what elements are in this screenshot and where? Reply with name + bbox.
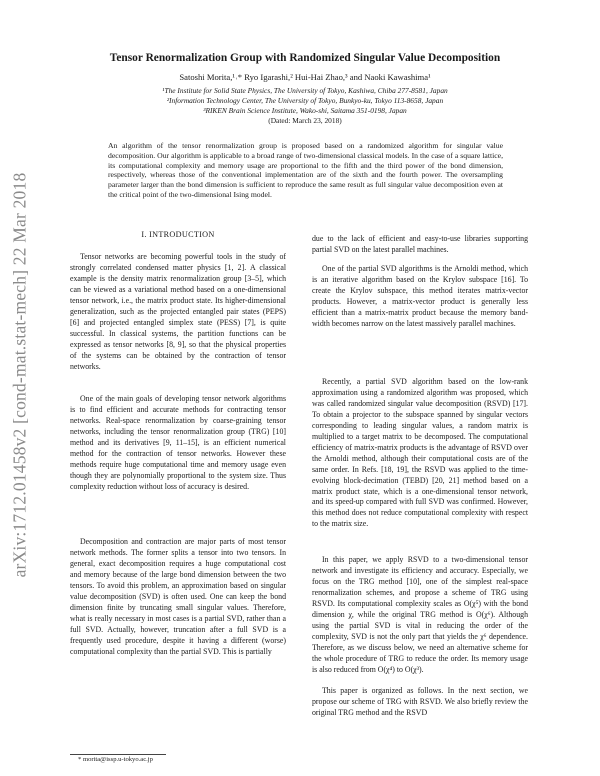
affiliations [70,86,540,126]
affiliation-3: ³RIKEN Brain Science Institute, Wako-shi, Saitama 351-0198, Japan [203,106,407,116]
paragraph: In this paper, we apply RSVD to a two-dimensional tensor network and investigate its efficiency and accuracy. Especially, we focus on the TRG method [10], one of the simplest real-space renormalization schemes, and propose a scheme of TRG using RSVD. Its computational complexity scales as O(χ⁵) with the bond dimension χ, while the original TRG method is O(χ⁶). Although using the partial SVD is vital in reducing the order of the complexity, SVD is not the only part that yields the χ⁶ dependence. Therefore, as we discuss below, we need an alternative scheme for the whole procedure of TRG to reduce the order. Its memory usage is also reduced from O(χ⁴) to O(χ³). [312,555,528,674]
paragraph: One of the main goals of developing tensor network algorithms is to find efficient and accurate methods for contracting tensor networks. Real-space renormalization by coarse-graining tensor networks, including the tensor renormalization group (TRG) [10] method and its derivatives [9, 11–15], is an efficient numerical method for the contraction of tensor networks. However these methods require huge computational time and memory usage even though they are polynomially proportional to the system size. Thus complexity reduction without loss of accuracy is desired. [70,394,286,491]
footnote-divider [70,754,166,755]
paragraph: Decomposition and contraction are major parts of most tensor network methods. The former splits a tensor into two tensors. In general, exact decomposition requires a huge computational cost and memory because of the large bond dimension between the two tensors. To avoid this problem, an approximation based on singular value decomposition (SVD) is often used. One can keep the bond dimension finite by truncating small singular values. Therefore, what is really necessary in most cases is a partial SVD, rather than a full SVD. Actually, however, truncation after a full SVD is a frequently used procedure, despite it having a different (worse) computational complexity than the partial SVD. This is partially [70,537,286,656]
paragraph: Tensor networks are becoming powerful tools in the study of strongly correlated condensed matter physics [1, 2]. A classical example is the density matrix renormalization group [3–5], which can be viewed as a variational method based on a one-dimensional tensor network, i.e., the matrix product state. Its higher-dimensional generalization, such as the projected entangled pair states (PEPS) [6] and projected entangled simplex state (PESS) [7], is quite successful. In classical systems, the partition functions can be expressed as tensor networks [8, 9], so that the physical properties of the systems can be obtained by the contraction of tensor networks. [70,252,286,371]
abstract: An algorithm of the tensor renormalization group is proposed based on a randomized algorithm for singular value decomposition. Our algorithm is applicable to a broad range of two-dimensional classical models. In the case of a square lattice, its computational complexity and memory usage are proportional to the fifth and the third power of the bond dimension, respectively, whereas those of the conventional implementation are of the sixth and the fourth power. The oversampling parameter larger than the bond dimension is sufficient to reproduce the same result as full singular value decomposition even at the critical point of the two-dimensional Ising model. [108,141,503,199]
dated-line: (Dated: March 23, 2018) [268,116,342,126]
paragraph: One of the partial SVD algorithms is the Arnoldi method, which is an iterative algorithm based on the Krylov subspace [16]. To create the Krylov subspace, this method iterates matrix-vector products. However, a matrix-vector product is generally less efficient than a matrix-matrix product because the memory band-width becomes narrow on the latest massively parallel machines. [312,264,528,328]
arxiv-stamp-text: arXiv:1712.01458v2 [cond-mat.stat-mech] 22 Mar 2018 [9,172,30,578]
paragraph-continued: due to the lack of efficient and easy-to-use libraries supporting partial SVD on the latest parallel machines. [312,234,528,254]
affiliation-2: ²Information Technology Center, The University of Tokyo, Bunkyo-ku, Tokyo 113-8658, Japan [166,96,444,106]
section-heading-introduction: I. INTRODUCTION [141,230,215,239]
author-list: Satoshi Morita,¹˒* Ryo Igarashi,² Hui-Hai Zhao,³ and Naoki Kawashima¹ [179,72,431,82]
paragraph: This paper is organized as follows. In the next section, we propose our scheme of TRG with RSVD. We also briefly review the original TRG method and the RSVD [312,686,528,717]
affiliation-1: ¹The Institute for Solid State Physics, The University of Tokyo, Kashiwa, Chiba 277-8581, Japan [162,86,448,95]
arxiv-identifier-stamp [2,150,38,600]
paper-title: Tensor Renormalization Group with Randomized Singular Value Decomposition [109,52,501,64]
footnote-email: * morita@issp.u-tokyo.ac.jp [78,756,153,763]
paragraph: Recently, a partial SVD algorithm based on the low-rank approximation using a randomized algorithm was proposed, which was called randomized singular value decomposition (RSVD) [17]. To obtain a projector to the subspace spanned by singular vectors corresponding to leading singular values, a random matrix is multiplied to a target matrix to be decomposed. The computational efficiency of matrix-matrix products is the advantage of RSVD over the Arnoldi method, although their computational costs are of the same order. In Refs. [18, 19], the RSVD was applied to the time-evolving block-decimation (TEBD) [20, 21] method based on a matrix product state, which is a one-dimensional tensor network, and its speed-up compared with full SVD was confirmed. However, this method does not reduce computational complexity with respect to the matrix size. [312,377,528,529]
